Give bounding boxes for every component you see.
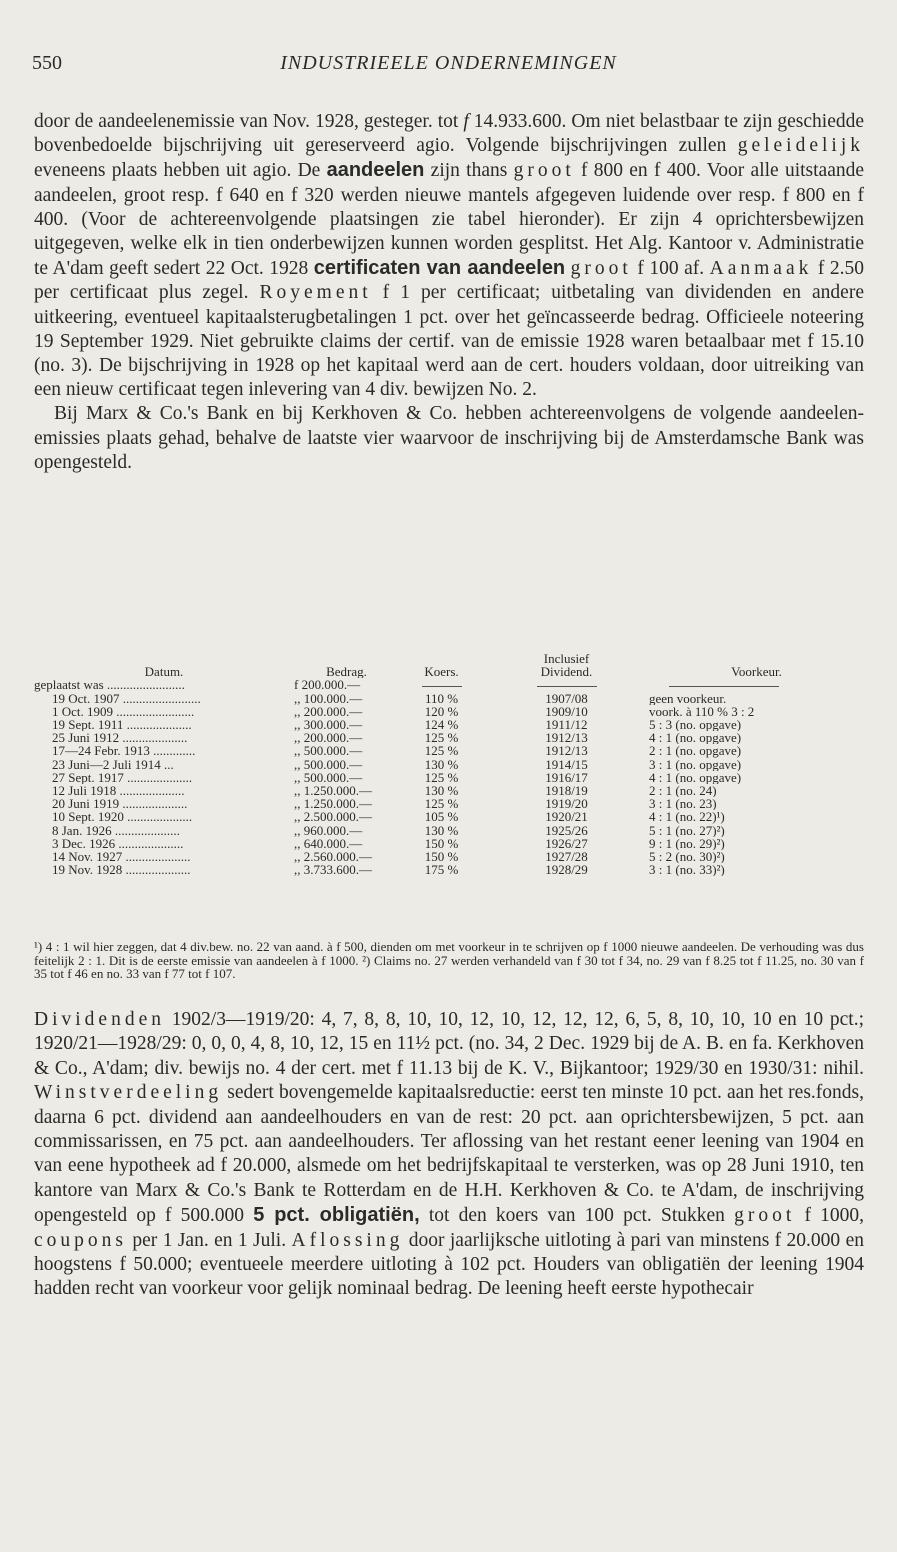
header-datum: Datum.	[144, 665, 184, 679]
text-run: door jaarlijksche uitloting à pari van minstens f 20.000 en hoogstens f 50.000; eventueele meerdere uitloting à 102 pct. Houders van obligatiën der leening 1904 hadden recht van voorkeur voor gelijk nominaal bedrag. De leening heeft eerste hypothecair	[34, 1229, 864, 1300]
cell-date: 1 Oct. 1909 ........................	[52, 704, 195, 719]
paragraph-3	[34, 1008, 864, 1302]
text-run: Om niet belastbaar te zijn geschiedde bovenbedoelde bijschrijving uit gereserveerd agio. Volgende bijschrijvingen zullen	[34, 111, 864, 157]
bold-heading-certificaten: certificaten van aandeelen	[313, 257, 566, 280]
table-row	[34, 850, 864, 863]
spaced-term: groot	[734, 1205, 796, 1227]
running-title: INDUSTRIEELE ONDERNEMINGEN	[280, 52, 617, 74]
table-row	[34, 731, 864, 744]
bold-heading-obligatien: 5 pct. obligatiën,	[253, 1204, 420, 1227]
cell-voorkeur: 4 : 1 (no. opgave)	[649, 731, 742, 745]
cell-amount: ,, 960.000.—	[294, 823, 363, 837]
cell-koers: 150 %	[424, 836, 459, 851]
cell-koers: 125 %	[424, 744, 459, 758]
cell-amount: ,, 640.000.—	[294, 836, 363, 851]
cell-dividend: 1919/20	[545, 797, 588, 811]
header-koers: Koers.	[424, 665, 459, 679]
cell-date: 17—24 Febr. 1913 .............	[52, 744, 196, 758]
spaced-term: groot	[513, 160, 575, 182]
rule	[649, 678, 864, 691]
emissions-table	[34, 652, 864, 876]
cell-koers: 175 %	[424, 863, 459, 877]
text-run: f 100 af.	[631, 258, 710, 280]
cell-date: 19 Sept. 1911 ....................	[52, 718, 192, 732]
header-dividend: Dividend.	[540, 665, 593, 679]
spaced-term: Aflossing	[291, 1229, 404, 1251]
bold-heading-aandeelen: aandeelen	[326, 159, 425, 182]
header-bedrag: Bedrag.	[326, 665, 367, 679]
cell-voorkeur: 2 : 1 (no. opgave)	[649, 744, 742, 758]
cell-voorkeur: 5 : 1 (no. 27)²)	[649, 823, 725, 837]
text-run: f 1 per certificaat; uitbetaling van dividenden en andere uitkeering, eventueel kapitaalsterugbetalingen 1 pct. over het geïncasseerde bedrag. Officieele noteering 19 September 1929. Niet gebruikte claims der certif. van de emissie 1928 waren betaalbaar met f 15.10 (no. 3). De bijschrijving in 1928 op het kapitaal werd aan de cert. houders voldaan, door uitreiking van een nieuw certificaat tegen inlevering van 4 div. bewijzen No. 2.	[34, 282, 864, 401]
table-row	[34, 784, 864, 797]
cell-amount: ,, 500.000.—	[294, 770, 363, 785]
cell-voorkeur: 4 : 1 (no. opgave)	[649, 770, 742, 785]
text-run: tot den koers van 100 pct. Stukken	[419, 1205, 735, 1227]
cell-koers: 105 %	[424, 810, 459, 824]
table-row	[34, 705, 864, 718]
cell-date: 10 Sept. 1920 ....................	[52, 810, 193, 824]
cell-voorkeur: 3 : 1 (no. opgave)	[649, 757, 742, 771]
cell-koers: 125 %	[424, 770, 459, 785]
table-row	[34, 678, 864, 691]
cell-amount: ,, 500.000.—	[294, 744, 363, 758]
cell-amount: ,, 2.560.000.—	[294, 850, 372, 864]
cell-voorkeur: 5 : 3 (no. opgave)	[649, 718, 742, 732]
paragraph-capital	[34, 110, 864, 475]
page-header	[32, 52, 865, 82]
cell-dividend: 1912/13	[545, 744, 588, 758]
cell-koers: 124 %	[424, 718, 459, 732]
table-row	[34, 758, 864, 771]
spaced-term: Winstverdeeling	[34, 1082, 223, 1104]
cell-date: 23 Juni—2 Juli 1914 ...	[52, 757, 174, 771]
cell-voorkeur: 3 : 1 (no. 23)	[649, 797, 717, 811]
spaced-term: geleidelijk	[737, 135, 864, 157]
paragraph-1	[34, 110, 864, 402]
cell-koers: 130 %	[424, 823, 459, 837]
table-row	[34, 771, 864, 784]
cell-date: 8 Jan. 1926 ....................	[52, 823, 180, 837]
cell-koers: 125 %	[424, 797, 459, 811]
cell-date: 14 Nov. 1927 ....................	[52, 850, 191, 864]
table-row	[34, 744, 864, 757]
cell-koers: 120 %	[424, 704, 459, 719]
spaced-term: coupons	[34, 1229, 127, 1251]
header-dividend-top: Inclusief	[543, 652, 590, 666]
cell-voorkeur: 3 : 1 (no. 33)²)	[649, 863, 725, 877]
text-run: zijn thans	[424, 160, 514, 182]
guilder-sign: f	[463, 111, 469, 132]
table-row	[34, 824, 864, 837]
cell-amount: f 200.000.—	[294, 678, 361, 692]
footnotes: ¹) 4 : 1 wil hier zeggen, dat 4 div.bew. no. 22 van aand. à f 500, dienden om met voorkeur in te schrijven op f 1000 nieuwe aandeelen. De verhouding was dus feitelijk 2 : 1. Dit is de eerste emissie van aandeelen à f 1000. ²) Claims no. 27 werden verhandeld van f 30 tot f 34, no. 29 van f 8.25 tot f 11.25, no. 30 van f 35 tot f 46 en no. 33 van f 77 tot f 107.	[34, 939, 864, 982]
paragraph-dividends	[34, 1008, 864, 1302]
table-row	[34, 837, 864, 850]
cell-date: 19 Oct. 1907 ........................	[52, 691, 201, 705]
cell-dividend: 1927/28	[545, 850, 588, 864]
cell-amount: ,, 1.250.000.—	[294, 784, 372, 798]
text-run: sedert bovengemelde kapitaalsreductie: eerst ten minste 10 pct. aan het res.fonds, daarna 6 pct. dividend aan aandeelhouders en van de rest: 20 pct. aan oprichtersbewijzen, 5 pct. aan commissarissen, en 75 pct. aan aandeelhouders. Ter aflossing van het restant eener leening van 1904 en van eene hypotheek ad f 20.000, alsmede om het bedrijfskapitaal te versterken, was op 28 Juni 1910, ten kantore van Marx & Co.'s Bank te Rotterdam en de H.H. Kerkhoven & Co. te A'dam, de inschrijving opengesteld op f 500.000	[34, 1082, 864, 1227]
cell-koers: 125 %	[424, 731, 459, 745]
text-run: door de aandeelenemissie van Nov. 1928, gesteger. tot	[34, 111, 464, 132]
cell-amount: ,, 2.500.000.—	[294, 810, 372, 824]
text-run: f 1000,	[795, 1205, 864, 1227]
cell-amount: ,, 3.733.600.—	[294, 863, 372, 877]
cell-dividend: 1928/29	[545, 863, 588, 877]
text-run: 1902/3—1919/20: 4, 7, 8, 8, 10, 10, 12, 10, 12, 12, 12, 6, 5, 8, 10, 10, 10 en 10 pct.; 1920/21—1928/29: 0, 0, 0, 4, 8, 10, 12, 15 en 11½ pct. (no. 34, 2 Dec. 1929 bij de A. B. en fa. Kerkhoven & Co., A'dam; div. bewijs no. 4 der cert. met f 11.13 bij de K. V., Bijkantoor; 1929/30 en 1930/31: nihil.	[34, 1009, 864, 1079]
table-row	[34, 718, 864, 731]
cell-voorkeur: 4 : 1 (no. 22)¹)	[649, 810, 725, 824]
cell-dividend: 1925/26	[545, 823, 588, 837]
cell-date: geplaatst was ........................	[34, 678, 185, 692]
spaced-term: Aanmaak	[709, 258, 813, 280]
cell-dividend: 1907/08	[545, 691, 588, 705]
cell-amount: ,, 200.000.—	[294, 731, 363, 745]
header-voorkeur: Voorkeur.	[731, 665, 782, 679]
cell-voorkeur: 2 : 1 (no. 24)	[649, 784, 717, 798]
cell-koers: 130 %	[424, 757, 459, 771]
cell-date: 3 Dec. 1926 ....................	[52, 836, 184, 851]
text-run: eveneens plaats hebben uit agio. De	[34, 160, 327, 182]
cell-dividend: 1912/13	[545, 731, 588, 745]
rule	[399, 678, 484, 691]
cell-dividend: 1926/27	[545, 836, 588, 851]
cell-koers: 130 %	[424, 784, 459, 798]
cell-date: 12 Juli 1918 ....................	[52, 784, 185, 798]
cell-dividend: 1909/10	[545, 704, 588, 719]
cell-date: 19 Nov. 1928 ....................	[52, 863, 191, 877]
cell-date: 25 Juni 1912 ....................	[52, 731, 188, 745]
spaced-term: Royement	[259, 282, 372, 304]
cell-date: 27 Sept. 1917 ....................	[52, 770, 193, 785]
cell-amount: ,, 200.000.—	[294, 704, 363, 719]
cell-voorkeur: 5 : 2 (no. 30)²)	[649, 850, 725, 864]
text-run: f 800 en f 400. Voor alle uitstaande aandeelen, groot resp. f 640 en f 320 werden nieuwe mantels afgegeven luidende over resp. f 800 en f 400. (Voor de achtereenvolgende plaatsingen zie tabel hieronder). Er zijn 4 oprichtersbewijzen uitgegeven, welke elk in tien onderbewijzen kunnen worden gesplitst. Het Alg. Kantoor v. Administratie te A'dam geeft sedert 22 Oct. 1928	[34, 160, 865, 280]
cell-koers: 110 %	[424, 691, 459, 705]
cell-koers: 150 %	[424, 850, 459, 864]
text-run: 14.933.600.	[468, 111, 572, 132]
cell-amount: ,, 1.250.000.—	[294, 797, 372, 811]
cell-dividend: 1920/21	[545, 810, 588, 824]
table-row	[34, 863, 864, 876]
paragraph-2: Bij Marx & Co.'s Bank en bij Kerkhoven & Co. hebben achtereenvolgens de volgende aandeelen-emissies plaats gehad, behalve de laatste vier waarvoor de inschrijving bij de Amsterdamsche Bank was opengesteld.	[34, 403, 864, 473]
text-run: f 2.50 per certificaat plus zegel.	[34, 258, 864, 304]
cell-voorkeur: voork. à 110 % 3 : 2	[649, 704, 755, 719]
rule	[484, 678, 649, 691]
cell-date: 20 Juni 1919 ....................	[52, 797, 188, 811]
cell-dividend: 1914/15	[545, 757, 588, 771]
cell-amount: ,, 300.000.—	[294, 718, 363, 732]
cell-voorkeur: 9 : 1 (no. 29)²)	[649, 836, 725, 851]
cell-amount: ,, 500.000.—	[294, 757, 363, 771]
text-run: per 1 Jan. en 1 Juli.	[127, 1229, 292, 1251]
cell-dividend: 1911/12	[545, 718, 588, 732]
table-row	[34, 797, 864, 810]
cell-dividend: 1916/17	[545, 770, 588, 785]
cell-dividend: 1918/19	[545, 784, 588, 798]
table-row	[34, 810, 864, 823]
spaced-term: groot	[570, 258, 632, 280]
cell-amount: ,, 100.000.—	[294, 691, 363, 705]
table-row	[34, 692, 864, 705]
page-number: 550	[32, 52, 62, 74]
spaced-term: Dividenden	[34, 1009, 165, 1030]
cell-voorkeur: geen voorkeur.	[649, 691, 727, 705]
